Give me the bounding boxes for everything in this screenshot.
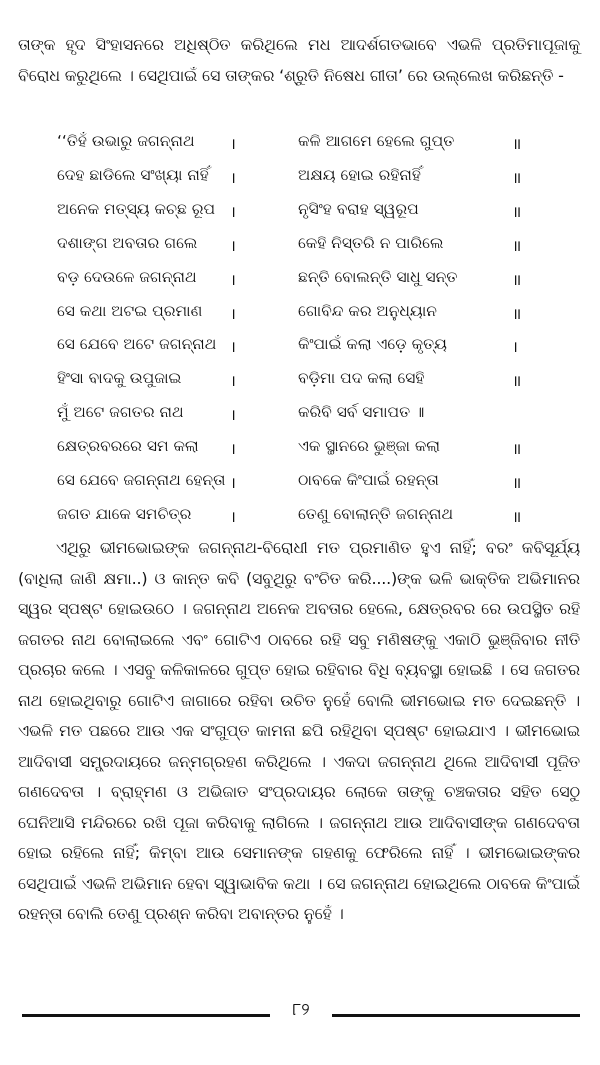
verse-separator: । — [230, 168, 236, 187]
footer-rule-right — [332, 1014, 580, 1017]
verse-separator: । — [230, 507, 236, 526]
verse-line — [0, 437, 600, 467]
verse-end-mark: ॥ — [512, 507, 522, 526]
verse-separator: । — [230, 202, 236, 221]
verse-end-mark: ॥ — [512, 372, 522, 391]
verse-line — [0, 166, 600, 196]
verse-second-half: କିଂପାଇଁ କଲା ଏଡ଼େ କୃତ୍ୟ — [298, 335, 447, 354]
verse-separator: । — [230, 474, 236, 492]
verse-first-half: ସେ କଥା ଅଟଇ ପ୍ରମାଣ — [57, 301, 203, 320]
verse-line — [0, 132, 600, 162]
verse-second-half: ବଡ଼ିମା ପଦ କଲା ସେହି — [298, 369, 425, 388]
page-number: ୮୨ — [292, 1000, 310, 1020]
verse-end-mark: ॥ — [512, 202, 522, 221]
verse-second-half: ଛନ୍ତି ବୋଲନ୍ତି ସାଧୁ ସନ୍ତ — [298, 267, 458, 286]
verse-first-half: ମୁଁ ଅଟେ ଜଗତର ନାଥ — [57, 403, 184, 422]
verse-separator: । — [230, 236, 236, 255]
verse-end-mark: ॥ — [512, 135, 522, 153]
verse-separator: । — [230, 135, 236, 153]
intro-paragraph: ତାଙ୍କ ହୃଦ ସିଂହାସନରେ ଅଧିଷ୍ଠିତ କରିଥିଲେ ମଧ ଆଦର୍ଶଗତଭାବେ ଏଭଳି ପ୍ରତିମାପୂଜାକୁ ବିରୋଧ କରୁଥିଲେ । ସେଥିପାଇଁ ସେ ତାଙ୍କର ‘ଶ୍ରୁତି ନିଷେଧ ଗୀତା’ ରେ ଉଲ୍ଲେଖ କରିଛନ୍ତି - — [18, 35, 580, 85]
verse-end-mark: ॥ — [512, 168, 522, 187]
verse-separator: । — [230, 372, 236, 391]
verse-first-half: ହିଂସା ବାଦକୁ ଉପୁଜାଇ — [57, 369, 182, 388]
verse-second-half: କରିବି ସର୍ବ ସମାପତ ॥ — [298, 403, 425, 422]
verse-second-half: ଠାବକେ କିଂପାଇଁ ରହନ୍ତା — [298, 471, 439, 489]
verse-first-half: ଅନେକ ମତ୍ସ୍ୟ କଚ୍ଛ ରୂପ — [57, 199, 216, 218]
verse-line — [0, 234, 600, 264]
verse-line — [0, 335, 600, 365]
page-footer — [0, 1000, 600, 1030]
verse-end-mark: ॥ — [512, 474, 522, 492]
verse-second-half: ଏକ ସ୍ଥାନରେ ଭୁଞ୍ଜା କଲା — [298, 437, 441, 456]
footer-rule-left — [22, 1014, 270, 1017]
verse-first-half: ଦେହ ଛାଡିଲେ ସଂଖ୍ୟା ନାହିଁ — [57, 165, 209, 184]
verse-first-half: ସେ ଯେବେ ଅଟେ ଜଗନ୍ନାଥ — [57, 335, 217, 354]
body-paragraph: ଏଥିରୁ ଭୀମଭୋଇଙ୍କ ଜଗନ୍ନାଥ-ବିରୋଧୀ ମତ ପ୍ରମାଣିତ ହୁଏ ନାହିଁ; ବରଂ କବିସୂର୍ଯ୍ୟ (ବାଧିଲା ଜାଣି କ୍ଷମା..) ଓ କାନ୍ତ କବି (ସବୁଥିରୁ ବଂଚିତ କରି....)ଙ୍କ ଭଳି ଭାକ୍ତିକ ଅଭିମାନର ସ୍ୱର ସ୍ପଷ୍ଟ ହୋଇଉଠେ । ଜଗନ୍ନାଥ ଅନେକ ଅବତାର ହେଲେ, କ୍ଷେତ୍ରବର ରେ ଉପସ୍ଥିତ ରହି ଜଗତର ନାଥ ବୋଲାଇଲେ ଏବଂ ଗୋଟିଏ ଠାବରେ ରହି ସବୁ ମଣିଷଙ୍କୁ ଏକାଠି ଭୁଞ୍ଜିବାର ନୀତି ପ୍ରଚାର କଲେ । ଏସବୁ କଳିକାଳରେ ଗୁପ୍ତ ହୋଇ ରହିବାର ବିଧି ବ୍ୟବସ୍ଥା ହୋଇଛି । ସେ ଜଗତର ନାଥ ହୋଇଥିବାରୁ ଗୋଟିଏ ଜାଗାରେ ରହିବା ଉଚିତ ନୁହେଁ ବୋଲି ଭୀମଭୋଇ ମତ ଦେଇଛନ୍ତି । ଏଭଳି ମତ ପଛରେ ଆଉ ଏକ ସଂଗୁପ୍ତ କାମନା ଛପି ରହିଥିବା ସ୍ପଷ୍ଟ ହୋଇଯାଏ । ଭୀମଭୋଇ ଆଦିବାସୀ ସମ୍ପ୍ରଦାୟରେ ଜନ୍ମଗ୍ରହଣ କରିଥିଲେ । ଏକଦା ଜଗନ୍ନାଥ ଥିଲେ ଆଦିବାସୀ ପୂଜିତ ଗଣଦେବତା । ବ୍ରାହ୍ମଣ ଓ ଅଭିଜାତ ସଂପ୍ରଦାୟର ଲୋକେ ତାଙ୍କୁ ଚଞ୍ଚକତାର ସହିତ ସେଠୁ ଘେନିଆସି ମନ୍ଦିରରେ ରଖି ପୂଜା କରିବାକୁ ଲାଗିଲେ । ଜଗନ୍ନାଥ ଆଉ ଆଦିବାସୀଙ୍କ ଗଣଦେବତା ହୋଇ ରହିଲେ ନାହିଁ; କିମ୍ବା ଆଉ ସେମାନଙ୍କ ଗହଣକୁ ଫେରିଲେ ନାହିଁ । ଭୀମଭୋଇଙ୍କର ସେଥିପାଇଁ ଏଭଳି ଅଭିମାନ ହେବା ସ୍ୱାଭାବିକ କଥା । ସେ ଜଗନ୍ନାଥ ହୋଇଥିଲେ ଠାବକେ କିଂପାଇଁ ରହନ୍ତା ବୋଲି ତେଣୁ ପ୍ରଶ୍ନ କରିବା ଅବାନ୍ତର ନୁହେଁ । — [18, 538, 580, 923]
verse-first-half: ବଡ଼ ଦେଉଳେ ଜଗନ୍ନାଥ — [57, 267, 197, 286]
verse-line — [0, 200, 600, 230]
verse-line — [0, 505, 600, 535]
verse-first-half: ସେ ଯେବେ ଜଗନ୍ନାଥ ହେନ୍ତା — [57, 471, 226, 489]
verse-second-half: କେହି ନିସ୍ତରି ନ ପାରିଲେ — [298, 233, 444, 252]
verse-line — [0, 302, 600, 332]
verse-line — [0, 268, 600, 298]
verse-second-half: ଅକ୍ଷୟ ହୋଇ ରହିନାହିଁ — [298, 165, 421, 184]
verse-line — [0, 403, 600, 433]
verse-second-half: ନୃସିଂହ ବରାହ ସ୍ୱରୂପ — [298, 199, 419, 218]
verse-end-mark: ॥ — [512, 236, 522, 255]
verse-second-half: କଳି ଆଗମେ ହେଲେ ଗୁପ୍ତ — [298, 132, 455, 150]
verse-line — [0, 471, 600, 501]
verse-separator: । — [230, 406, 236, 425]
verse-end-mark: ॥ — [512, 304, 522, 323]
verse-separator: । — [230, 270, 236, 289]
verse-end-mark: ॥ — [512, 440, 522, 459]
verse-separator: । — [230, 304, 236, 323]
verse-first-half: ଜଗତ ଯାକେ ସମଚିତ୍ର — [57, 504, 192, 523]
verse-line — [0, 369, 600, 399]
verse-end-mark: ॥ — [512, 270, 522, 289]
verse-separator: । — [230, 440, 236, 459]
verse-first-half: ‘‘ତିହଁ ଉଭାରୁ ଜଗନ୍ନାଥ — [57, 132, 195, 150]
verse-first-half: କ୍ଷେତ୍ରବରରେ ସମ କଲା — [57, 437, 199, 456]
verse-second-half: ତେଣୁ ବୋଲାନ୍ତି ଜଗନ୍ନାଥ — [298, 504, 454, 523]
verse-first-half: ଦଶାଙ୍ଗ ଅବତାର ଗଲେ — [57, 233, 198, 252]
verse-second-half: ଗୋବିନ୍ଦ କର ଅନୁଧ୍ୟାନ — [298, 301, 437, 320]
verse-separator: । — [230, 338, 236, 357]
verse-end-mark: । — [512, 338, 518, 357]
